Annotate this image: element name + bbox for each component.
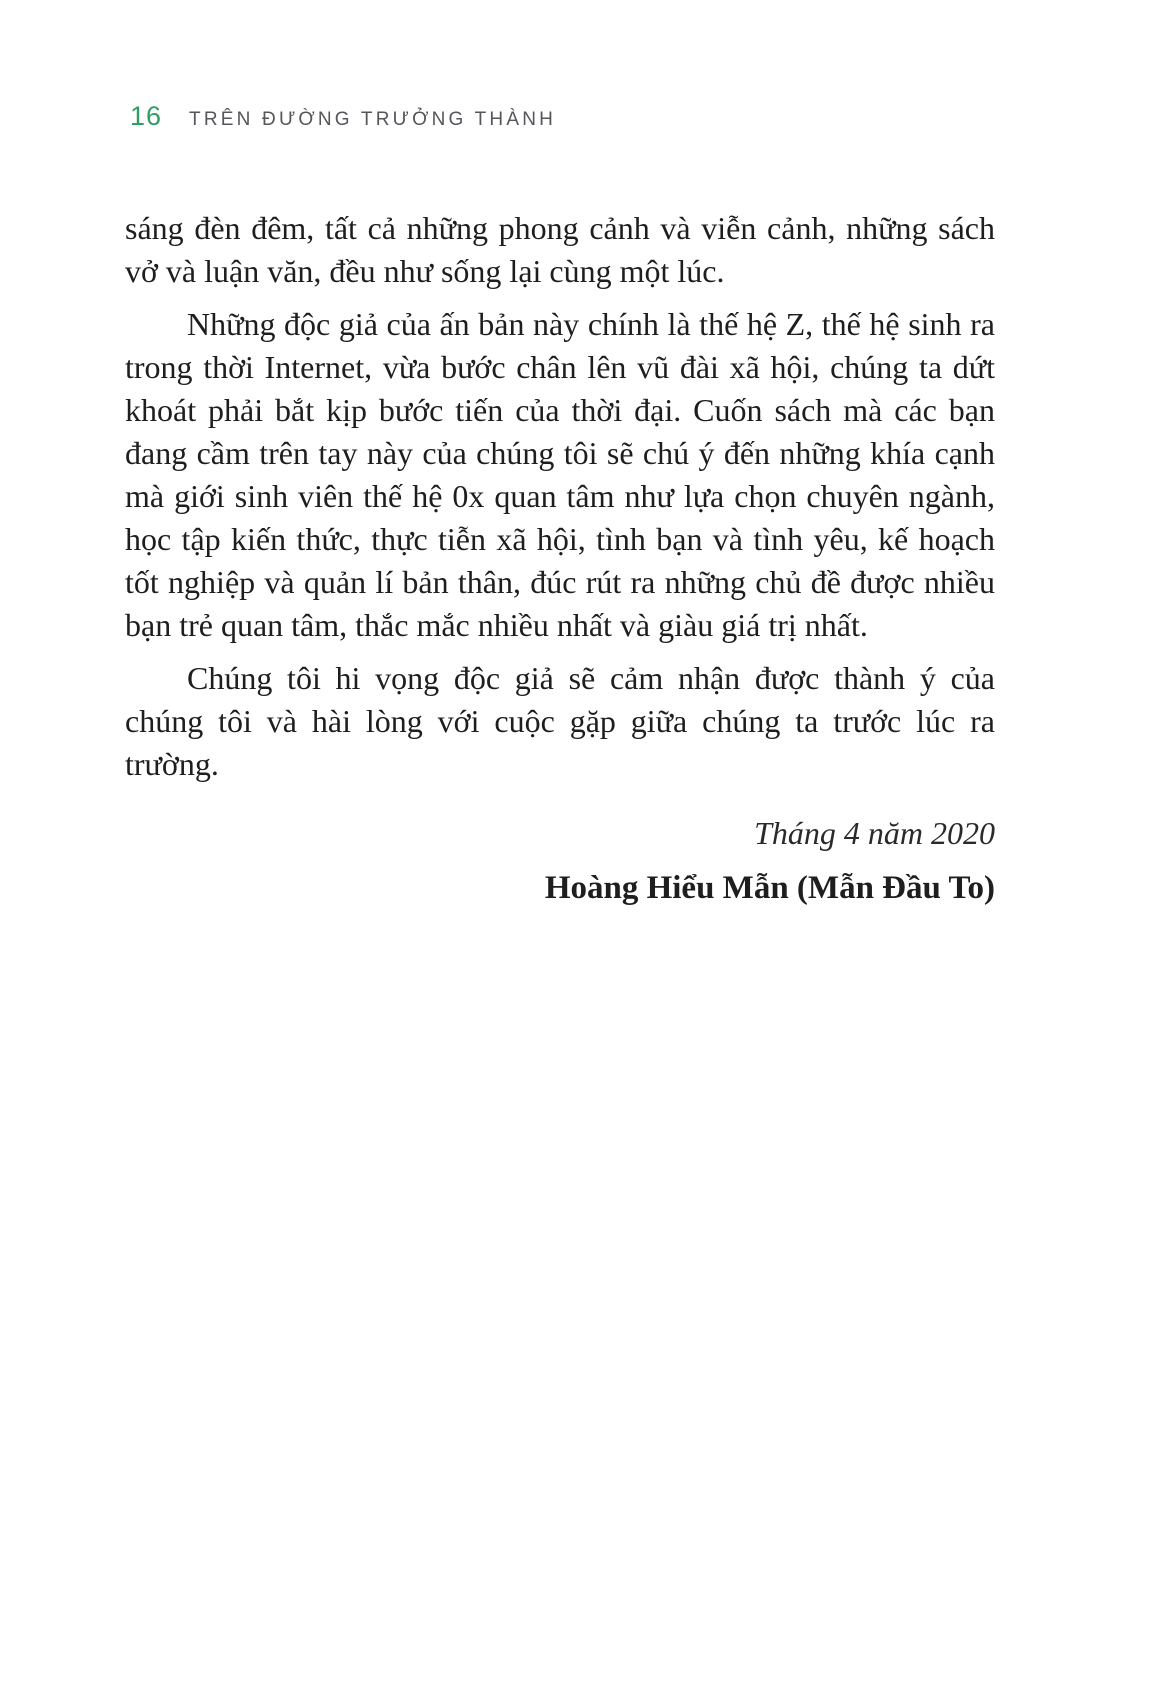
date-line: Tháng 4 năm 2020	[754, 815, 995, 851]
paragraph: Chúng tôi hi vọng độc giả sẽ cảm nhận được thành ý của chúng tôi và hài lòng với cuộc gặp giữa chúng ta trước lúc ra trường.	[125, 660, 995, 782]
paragraph-continuation: sáng đèn đêm, tất cả những phong cảnh và viễn cảnh, những sách vở và luận văn, đều như sống lại cùng một lúc.	[125, 210, 995, 289]
page-number: 16	[130, 101, 163, 131]
page-body	[125, 207, 995, 910]
author-signature: Hoàng Hiểu Mẫn (Mẫn Đầu To)	[544, 870, 995, 906]
page-header	[130, 101, 556, 132]
paragraph: Những độc giả của ấn bản này chính là thế hệ Z, thế hệ sinh ra trong thời Internet, vừa bước chân lên vũ đài xã hội, chúng ta dứt khoát phải bắt kịp bước tiến của thời đại. Cuốn sách mà các bạn đang cầm trên tay này của chúng tôi sẽ chú ý đến những khía cạnh mà giới sinh viên thế hệ 0x quan tâm như lựa chọn chuyên ngành, học tập kiến thức, thực tiễn xã hội, tình bạn và tình yêu, kế hoạch tốt nghiệp và quản lí bản thân, đúc rút ra những chủ đề được nhiều bạn trẻ quan tâm, thắc mắc nhiều nhất và giàu giá trị nhất.	[125, 306, 995, 643]
running-title: TRÊN ĐƯỜNG TRƯỞNG THÀNH	[189, 109, 557, 130]
